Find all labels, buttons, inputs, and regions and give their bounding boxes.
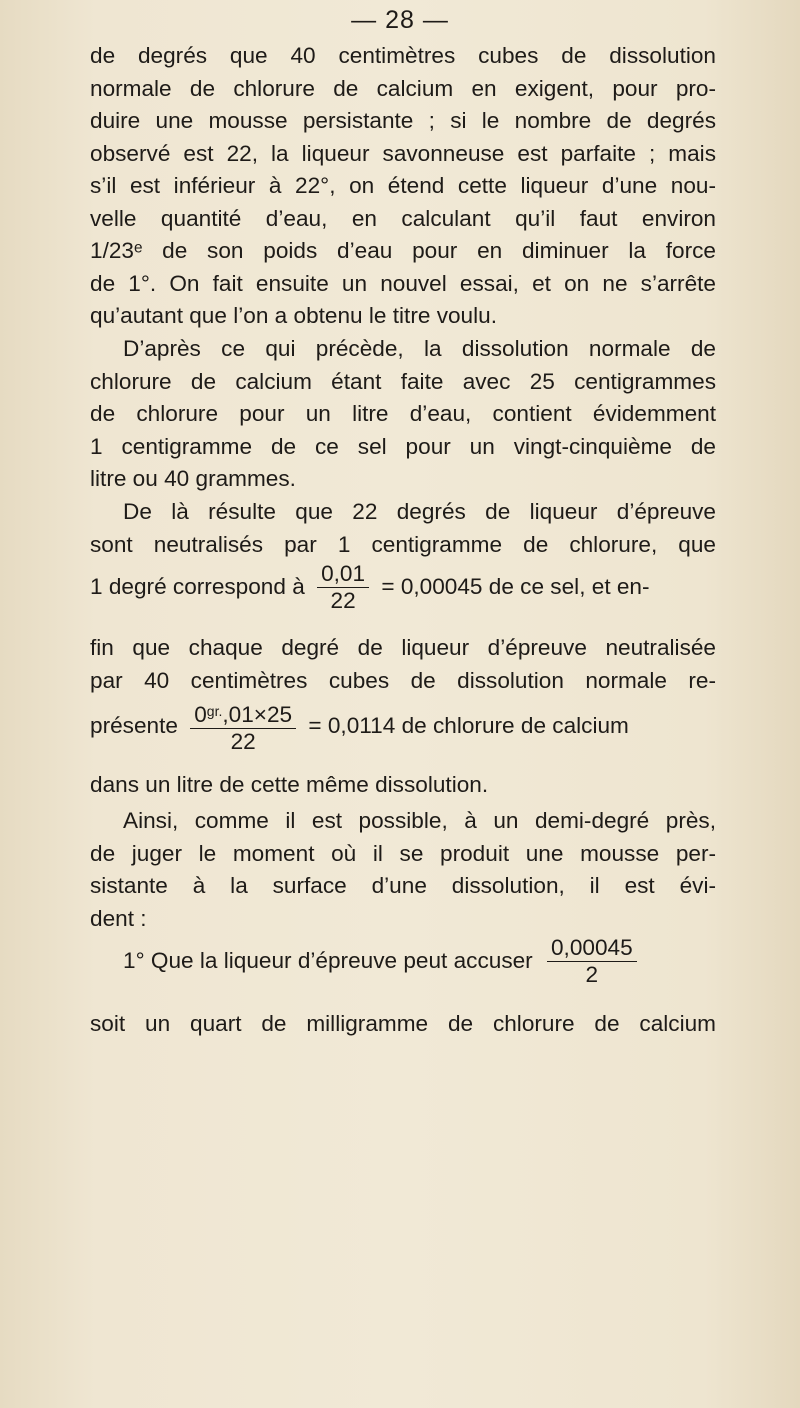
fraction-denominator: 22 xyxy=(330,588,356,613)
text-line: fin que chaque degré de liqueur d’épreuve neutralisée xyxy=(90,635,716,660)
fraction xyxy=(547,937,637,987)
text-line: 1/23ᵉ de son poids d’eau pour en diminuer la force xyxy=(90,238,716,263)
text-line: litre ou 40 grammes. xyxy=(90,466,296,491)
text-line: Ainsi, comme il est possible, à un demi-degré près, xyxy=(123,808,716,833)
text-line: qu’autant que l’on a obtenu le titre voulu. xyxy=(90,303,497,328)
paragraph-3 xyxy=(90,496,716,561)
text-line: normale de chlorure de calcium en exigent, pour pro- xyxy=(90,75,716,101)
fraction xyxy=(317,563,369,613)
paragraph-3-cont xyxy=(90,632,716,697)
text-line: par 40 centimètres cubes de dissolution normale re- xyxy=(90,667,716,693)
fraction-denominator: 22 xyxy=(230,729,256,754)
text-line: duire une mousse persistante ; si le nombre de degrés xyxy=(90,108,716,133)
text-line: D’après ce qui précède, la dissolution normale de xyxy=(123,336,716,361)
paragraph-2 xyxy=(90,333,716,496)
text-line: s’il est inférieur à 22°, on étend cette liqueur d’une nou- xyxy=(90,173,716,198)
formula-line-2 xyxy=(90,700,716,754)
fraction-numerator: $0^{gr.},01\times 25$ xyxy=(190,700,296,729)
formula-text: = 0,0114 de chlorure de calcium xyxy=(308,712,629,738)
text-line: de juger le moment où il se produit une mousse per- xyxy=(90,840,716,866)
paragraph-4 xyxy=(90,805,716,935)
formula-text: présente xyxy=(90,712,178,738)
text-line: soit un quart de milligramme de chlorure de calcium xyxy=(90,1011,716,1036)
paragraph-3-end xyxy=(90,769,716,802)
item-1-cont xyxy=(90,1008,716,1041)
fraction-numerator: 0,00045 xyxy=(547,937,637,962)
fraction-denominator: 2 xyxy=(585,962,599,987)
text-line: de degrés que 40 centimètres cubes de dissolution xyxy=(90,43,716,68)
text-line: chlorure de calcium étant faite avec 25 centigrammes xyxy=(90,368,716,394)
text-line: velle quantité d’eau, en calculant qu’il faut environ xyxy=(90,205,716,231)
page-number: — 28 — xyxy=(351,6,449,34)
formula-text: 1° Que la liqueur d’épreuve peut accuser xyxy=(123,947,533,973)
text-line: de 1°. On fait ensuite un nouvel essai, et on ne s’arrête xyxy=(90,270,716,296)
formula-text: 1 degré correspond à xyxy=(90,573,305,599)
text-line: 1 centigramme de ce sel pour un vingt-cinquième de xyxy=(90,433,716,459)
fraction xyxy=(190,700,296,754)
text-line: dans un litre de cette même dissolution. xyxy=(90,772,489,797)
fraction-numerator: 0,01 xyxy=(317,563,369,588)
item-1-line xyxy=(123,937,716,987)
paragraph-1 xyxy=(90,40,716,333)
formula-line-1 xyxy=(90,563,716,613)
text-line: sistante à la surface d’une dissolution, il est évi- xyxy=(90,873,716,898)
text-line: observé est 22, la liqueur savonneuse est parfaite ; mais xyxy=(90,140,716,166)
text-line: de chlorure pour un litre d’eau, contient évidemment xyxy=(90,401,716,426)
text-line: De là résulte que 22 degrés de liqueur d’épreuve xyxy=(123,499,716,524)
text-line: sont neutralisés par 1 centigramme de chlorure, que xyxy=(90,531,716,557)
formula-text: = 0,00045 de ce sel, et en- xyxy=(381,573,650,599)
text-line: dent : xyxy=(90,905,147,931)
